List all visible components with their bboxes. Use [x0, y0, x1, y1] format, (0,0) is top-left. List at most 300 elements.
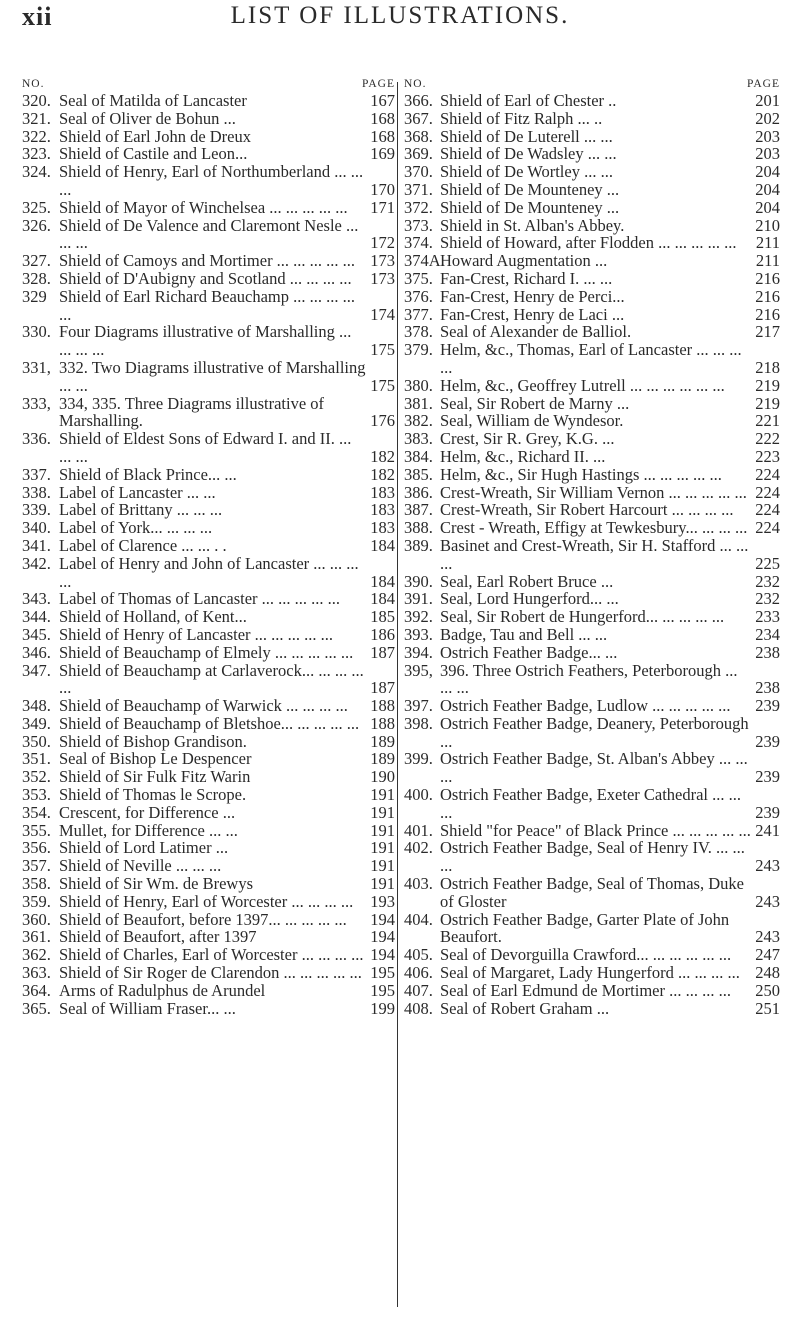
- entry-number: 390.: [404, 571, 433, 591]
- entry-page: 194: [370, 945, 395, 965]
- entry-title: Arms of Radulphus de Arundel: [59, 980, 266, 1000]
- entry-page: 202: [755, 108, 780, 128]
- illustration-entry: [404, 501, 780, 519]
- entry-number: 352.: [22, 767, 51, 787]
- illustration-entry: [22, 252, 395, 270]
- entry-number: 369.: [404, 144, 433, 164]
- illustration-entry: [22, 644, 395, 662]
- illustration-entry: [22, 768, 395, 786]
- entry-page: 232: [755, 589, 780, 609]
- entry-number: 400.: [404, 785, 433, 805]
- entry-title: Shield of Earl John de Dreux: [59, 126, 251, 146]
- entry-title: Seal of Devorguilla Crawford... ... ... ... ... ...: [440, 945, 732, 965]
- column-header-page: PAGE: [362, 78, 395, 90]
- column-header: [404, 76, 780, 92]
- entry-number: 323.: [22, 144, 51, 164]
- entry-page: 248: [755, 963, 780, 983]
- entry-title: Seal, Sir Robert de Marny ...: [440, 393, 630, 413]
- illustration-entry: [404, 92, 780, 110]
- illustration-entry: [22, 697, 395, 715]
- entry-page: 219: [755, 393, 780, 413]
- illustration-entry: [404, 163, 780, 181]
- entry-title: Seal, Lord Hungerford... ...: [440, 589, 619, 609]
- entry-title: Shield of Henry, Earl of Worcester ... ... ... ...: [59, 891, 354, 911]
- column-divider: [397, 82, 398, 1307]
- entry-title: Helm, &c., Thomas, Earl of Lancaster ... ... ... ...: [440, 340, 742, 377]
- entry-number: 378.: [404, 322, 433, 342]
- entry-number: 383.: [404, 429, 433, 449]
- illustration-entry: [22, 359, 395, 395]
- entry-title: Label of Clarence ... ... . .: [59, 535, 227, 555]
- entry-page: 170: [370, 179, 395, 199]
- entry-number: 340.: [22, 518, 51, 538]
- entry-number: 360.: [22, 909, 51, 929]
- entry-page: 224: [755, 482, 780, 502]
- illustration-entry: [22, 288, 395, 324]
- entry-number: 331,: [22, 357, 51, 377]
- illustration-entry: [404, 982, 780, 1000]
- illustration-entry: [22, 430, 395, 466]
- entry-page: 188: [370, 696, 395, 716]
- entry-number: 338.: [22, 482, 51, 502]
- illustration-entry: [404, 341, 780, 377]
- entry-title: Seal of Earl Edmund de Mortimer ... ... ... ...: [440, 980, 731, 1000]
- illustration-entry: [404, 964, 780, 982]
- entry-title: Seal, Earl Robert Bruce ...: [440, 571, 614, 591]
- entry-number: 333,: [22, 393, 51, 413]
- illustration-entry: [22, 804, 395, 822]
- illustration-entry: [22, 395, 395, 431]
- entry-title: Label of Lancaster ... ...: [59, 482, 216, 502]
- illustration-entry: [22, 270, 395, 288]
- entry-number: 324.: [22, 162, 51, 182]
- entry-title: Shield of Sir Fulk Fitz Warin: [59, 767, 251, 787]
- entry-title: Fan-Crest, Henry de Laci ...: [440, 304, 625, 324]
- entry-page: 243: [755, 927, 780, 947]
- entry-page: 173: [370, 251, 395, 271]
- entry-page: 210: [755, 215, 780, 235]
- entry-page: 232: [755, 571, 780, 591]
- illustration-entry: [404, 377, 780, 395]
- entry-page: 191: [370, 785, 395, 805]
- illustration-entry: [22, 590, 395, 608]
- illustration-entry: [22, 163, 395, 199]
- entry-page: 168: [370, 126, 395, 146]
- entry-number: 364.: [22, 980, 51, 1000]
- entry-number: 349.: [22, 713, 51, 733]
- entry-number: 341.: [22, 535, 51, 555]
- column-header-no: NO.: [22, 78, 45, 90]
- entry-number: 377.: [404, 304, 433, 324]
- entry-title: Mullet, for Difference ... ...: [59, 820, 238, 840]
- entry-number: 326.: [22, 215, 51, 235]
- entry-number: 384.: [404, 446, 433, 466]
- entry-title: Seal of Alexander de Balliol.: [440, 322, 632, 342]
- entry-number: 370.: [404, 162, 433, 182]
- entry-page: 239: [755, 731, 780, 751]
- illustration-entry: [22, 110, 395, 128]
- entry-title: Ostrich Feather Badge, Seal of Henry IV. ... ... ...: [440, 838, 745, 876]
- illustration-entry: [404, 839, 780, 875]
- entry-number: 386.: [404, 482, 433, 502]
- entry-title: Shield of Eldest Sons of Edward I. and II. ... ... ...: [59, 429, 352, 466]
- entry-number: 336.: [22, 429, 51, 449]
- entry-page: 190: [370, 767, 395, 787]
- illustration-entry: [22, 555, 395, 591]
- right-column: [404, 76, 780, 1017]
- column-header: [22, 76, 395, 92]
- illustration-entry: [404, 715, 780, 751]
- entry-page: 167: [370, 91, 395, 110]
- entry-page: 193: [370, 891, 395, 911]
- illustration-entry: [22, 501, 395, 519]
- entry-number: 344.: [22, 607, 51, 627]
- entry-number: 325.: [22, 197, 51, 217]
- illustration-entry: [404, 750, 780, 786]
- illustration-entry: [22, 608, 395, 626]
- entry-number: 346.: [22, 642, 51, 662]
- entry-number: 385.: [404, 464, 433, 484]
- illustration-entry: [22, 750, 395, 768]
- illustration-entry: [404, 573, 780, 591]
- entry-page: 191: [370, 856, 395, 876]
- entry-title: Ostrich Feather Badge, Seal of Thomas, Duke of Gloster: [440, 874, 744, 911]
- entry-page: 221: [755, 411, 780, 431]
- entry-page: 211: [755, 251, 780, 271]
- entry-page: 182: [370, 464, 395, 484]
- entry-number: 337.: [22, 464, 51, 484]
- entry-number: 329: [22, 286, 47, 306]
- entry-number: 395,: [404, 660, 433, 680]
- entry-page: 184: [370, 535, 395, 555]
- entry-page: 174: [370, 304, 395, 324]
- entry-page: 233: [755, 607, 780, 627]
- entry-page: 169: [370, 144, 395, 164]
- illustration-entry: [22, 217, 395, 253]
- entry-number: 380.: [404, 375, 433, 395]
- entry-page: 168: [370, 108, 395, 128]
- entry-title: Shield of Beaufort, before 1397... ... ... ... ...: [59, 909, 347, 929]
- illustration-entry: [22, 519, 395, 537]
- entry-number: 408.: [404, 998, 433, 1018]
- illustration-entry: [22, 875, 395, 893]
- entry-page: 216: [755, 286, 780, 306]
- entry-page: 199: [370, 998, 395, 1018]
- entry-title: Ostrich Feather Badge, Deanery, Peterborough ...: [440, 713, 749, 751]
- entry-page: 195: [370, 980, 395, 1000]
- entry-title: Crest-Wreath, Sir Robert Harcourt ... ... ... ...: [440, 500, 734, 520]
- entry-title: Shield of Beauchamp of Warwick ... ... ... ...: [59, 696, 348, 716]
- entry-title: Ostrich Feather Badge... ...: [440, 642, 618, 662]
- entry-page: 184: [370, 571, 395, 591]
- illustration-entry: [404, 448, 780, 466]
- illustration-entry: [22, 786, 395, 804]
- entry-number: 381.: [404, 393, 433, 413]
- entry-page: 191: [370, 874, 395, 894]
- entry-title: Shield of Beauchamp of Bletshoe... ... ... ... ...: [59, 713, 360, 733]
- column-header-no: NO.: [404, 78, 427, 90]
- illustration-entry: [22, 662, 395, 698]
- entry-title: Shield of Howard, after Flodden ... ... ... ... ...: [440, 233, 737, 253]
- illustration-entry: [404, 786, 780, 822]
- illustration-entry: [404, 626, 780, 644]
- illustration-entry: [404, 110, 780, 128]
- entry-number: 351.: [22, 749, 51, 769]
- entry-page: 204: [755, 197, 780, 217]
- illustration-entry: [404, 662, 780, 698]
- entry-title: Shield of Black Prince... ...: [59, 464, 237, 484]
- entry-page: 189: [370, 731, 395, 751]
- illustration-entry: [404, 537, 780, 573]
- entry-number: 382.: [404, 411, 433, 431]
- entry-title: Shield of Castile and Leon...: [59, 144, 248, 164]
- entry-title: Shield of De Valence and Claremont Nesle ... ... ...: [59, 215, 359, 253]
- entry-number: 367.: [404, 108, 433, 128]
- illustration-entry: [22, 484, 395, 502]
- entry-title: Ostrich Feather Badge, Ludlow ... ... ... ... ...: [440, 696, 731, 716]
- entry-page: 224: [755, 500, 780, 520]
- entry-title: Shield of Camoys and Mortimer ... ... ... ... ...: [59, 251, 356, 271]
- illustration-entry: [22, 893, 395, 911]
- entry-number: 339.: [22, 500, 51, 520]
- entry-number: 371.: [404, 179, 433, 199]
- entry-title: 332. Two Diagrams illustrative of Marshalling ... ...: [59, 357, 366, 395]
- entry-number: 363.: [22, 963, 51, 983]
- entry-title: Seal of Bishop Le Despencer: [59, 749, 252, 769]
- entry-title: Shield of Charles, Earl of Worcester ... ... ... ...: [59, 945, 364, 965]
- entry-title: Shield of Henry of Lancaster ... ... ... ... ...: [59, 624, 334, 644]
- illustration-entry: [404, 199, 780, 217]
- illustration-entry: [22, 537, 395, 555]
- entry-title: Seal, William de Wyndesor.: [440, 411, 624, 431]
- illustration-entry: [22, 466, 395, 484]
- entry-number: 330.: [22, 322, 51, 342]
- entry-number: 366.: [404, 91, 433, 110]
- entry-title: Shield of Mayor of Winchelsea ... ... ... ... ...: [59, 197, 348, 217]
- entry-number: 401.: [404, 820, 433, 840]
- entry-page: 241: [755, 820, 780, 840]
- entry-number: 345.: [22, 624, 51, 644]
- entry-title: Shield of Thomas le Scrope.: [59, 785, 247, 805]
- entry-title: Label of Thomas of Lancaster ... ... ... ... ...: [59, 589, 341, 609]
- illustration-entry: [404, 697, 780, 715]
- entry-page: 243: [755, 856, 780, 876]
- illustration-entry: [404, 217, 780, 235]
- entry-title: Crest-Wreath, Sir William Vernon ... ... ... ... ...: [440, 482, 747, 502]
- entry-number: 354.: [22, 802, 51, 822]
- entry-number: 321.: [22, 108, 51, 128]
- illustration-entry: [22, 928, 395, 946]
- entry-title: Shield of Beaufort, after 1397: [59, 927, 257, 947]
- entry-number: 342.: [22, 553, 51, 573]
- entry-page: 189: [370, 749, 395, 769]
- illustration-entry: [404, 306, 780, 324]
- entry-number: 405.: [404, 945, 433, 965]
- entry-page: 186: [370, 624, 395, 644]
- entry-number: 372.: [404, 197, 433, 217]
- entry-title: Helm, &c., Geoffrey Lutrell ... ... ... ... ... ...: [440, 375, 725, 395]
- illustration-entry: [22, 733, 395, 751]
- illustration-entry: [404, 911, 780, 947]
- entry-title: Shield of Bishop Grandison.: [59, 731, 247, 751]
- illustration-entry: [404, 946, 780, 964]
- entry-page: 171: [370, 197, 395, 217]
- entry-title: Shield of Earl Richard Beauchamp ... ... ... ... ...: [59, 286, 356, 324]
- entry-number: 350.: [22, 731, 51, 751]
- entry-page: 218: [755, 357, 780, 377]
- entry-number: 361.: [22, 927, 51, 947]
- entry-title: 334, 335. Three Diagrams illustrative of Marshalling.: [59, 393, 325, 431]
- entry-number: 407.: [404, 980, 433, 1000]
- entry-number: 353.: [22, 785, 51, 805]
- entry-title: Shield of Sir Wm. de Brewys: [59, 874, 254, 894]
- entry-title: Shield of Henry, Earl of Northumberland ... ... ...: [59, 162, 364, 199]
- entry-page: 194: [370, 927, 395, 947]
- illustration-entry: [404, 145, 780, 163]
- entry-page: 201: [755, 91, 780, 110]
- running-title: LIST OF ILLUSTRATIONS.: [230, 2, 570, 29]
- entry-number: 327.: [22, 251, 51, 271]
- entry-page: 182: [370, 446, 395, 466]
- illustration-entry: [404, 270, 780, 288]
- entry-title: Ostrich Feather Badge, Exeter Cathedral ... ... ...: [440, 785, 742, 822]
- illustration-entry: [22, 982, 395, 1000]
- entry-title: Crest - Wreath, Effigy at Tewkesbury... ... ... ...: [440, 518, 748, 538]
- entry-number: 394.: [404, 642, 433, 662]
- entry-page: 203: [755, 144, 780, 164]
- entry-number: 393.: [404, 624, 433, 644]
- entry-page: 234: [755, 624, 780, 644]
- entry-number: 365.: [22, 998, 51, 1018]
- entry-title: Seal of William Fraser... ...: [59, 998, 236, 1018]
- entry-page: 224: [755, 464, 780, 484]
- entry-page: 194: [370, 909, 395, 929]
- column-header-page: PAGE: [747, 78, 780, 90]
- entry-title: Shield of Sir Roger de Clarendon ... ... ... ... ...: [59, 963, 362, 983]
- entry-title: Basinet and Crest-Wreath, Sir H. Stafford ... ... ...: [440, 535, 749, 573]
- entry-title: Seal of Margaret, Lady Hungerford ... ... ... ...: [440, 963, 740, 983]
- entry-number: 398.: [404, 713, 433, 733]
- entry-number: 368.: [404, 126, 433, 146]
- entry-page: 183: [370, 518, 395, 538]
- entry-page: 195: [370, 963, 395, 983]
- entry-title: 396. Three Ostrich Feathers, Peterborough ... ... ...: [440, 660, 738, 698]
- entry-title: Shield of De Wortley ... ...: [440, 162, 613, 182]
- entry-number: 355.: [22, 820, 51, 840]
- entry-page: 191: [370, 820, 395, 840]
- entry-number: 404.: [404, 909, 433, 929]
- entry-title: Four Diagrams illustrative of Marshalling ... ... ... ...: [59, 322, 352, 360]
- entry-number: 343.: [22, 589, 51, 609]
- entry-title: Crest, Sir R. Grey, K.G. ...: [440, 429, 615, 449]
- entry-title: Ostrich Feather Badge, St. Alban's Abbey ... ... ...: [440, 749, 748, 787]
- entry-title: Seal, Sir Robert de Hungerford... ... ... ... ...: [440, 607, 725, 627]
- entry-number: 387.: [404, 500, 433, 520]
- entry-page: 224: [755, 518, 780, 538]
- entry-number: 347.: [22, 660, 51, 680]
- entry-number: 320.: [22, 91, 51, 110]
- entry-number: 374A.: [404, 251, 445, 271]
- entry-page: 238: [755, 642, 780, 662]
- illustration-entry: [404, 608, 780, 626]
- entry-page: 185: [370, 607, 395, 627]
- entry-title: Shield of De Luterell ... ...: [440, 126, 613, 146]
- illustration-entry: [22, 199, 395, 217]
- illustration-entry: [404, 466, 780, 484]
- entry-number: 373.: [404, 215, 433, 235]
- entry-page: 191: [370, 838, 395, 858]
- illustration-entry: [404, 181, 780, 199]
- entry-page: 250: [755, 980, 780, 1000]
- entry-title: Shield of Holland, of Kent...: [59, 607, 247, 627]
- entry-page: 238: [755, 678, 780, 698]
- entry-number: 392.: [404, 607, 433, 627]
- entry-number: 403.: [404, 874, 433, 894]
- illustration-entry: [22, 715, 395, 733]
- entry-title: Shield in St. Alban's Abbey.: [440, 215, 625, 235]
- entry-page: 204: [755, 179, 780, 199]
- illustration-entry: [404, 484, 780, 502]
- entry-number: 362.: [22, 945, 51, 965]
- entry-page: 239: [755, 802, 780, 822]
- entry-title: Badge, Tau and Bell ... ...: [440, 624, 608, 644]
- entry-title: Shield of Lord Latimer ...: [59, 838, 229, 858]
- entry-title: Helm, &c., Richard II. ...: [440, 446, 606, 466]
- entry-page: 187: [370, 678, 395, 698]
- entry-title: Howard Augmentation ...: [440, 251, 608, 271]
- illustration-entry: [22, 964, 395, 982]
- illustration-entry: [22, 1000, 395, 1018]
- entry-title: Seal of Oliver de Bohun ...: [59, 108, 236, 128]
- illustration-entry: [404, 395, 780, 413]
- illustration-entry: [22, 822, 395, 840]
- illustration-entry: [404, 234, 780, 252]
- entry-title: Shield of Beauchamp of Elmely ... ... ... ... ...: [59, 642, 354, 662]
- illustration-entry: [404, 430, 780, 448]
- entry-title: Shield of De Mounteney ...: [440, 179, 620, 199]
- illustration-entry: [22, 839, 395, 857]
- illustration-entry: [404, 822, 780, 840]
- entry-page: 251: [755, 998, 780, 1018]
- entry-number: 328.: [22, 268, 51, 288]
- illustration-entry: [404, 128, 780, 146]
- entry-page: 243: [755, 891, 780, 911]
- illustration-entry: [404, 519, 780, 537]
- entry-number: 406.: [404, 963, 433, 983]
- entry-page: 239: [755, 696, 780, 716]
- entry-number: 388.: [404, 518, 433, 538]
- illustration-entry: [22, 323, 395, 359]
- entry-number: 391.: [404, 589, 433, 609]
- entry-title: Shield of De Mounteney ...: [440, 197, 620, 217]
- entry-title: Fan-Crest, Richard I. ... ...: [440, 268, 613, 288]
- entry-page: 217: [755, 322, 780, 342]
- illustration-entry: [404, 1000, 780, 1018]
- entry-page: 225: [755, 553, 780, 573]
- entry-page: 204: [755, 162, 780, 182]
- entry-page: 176: [370, 411, 395, 431]
- page-folio: xii: [22, 2, 53, 31]
- entry-page: 188: [370, 713, 395, 733]
- entry-page: 216: [755, 304, 780, 324]
- entry-number: 399.: [404, 749, 433, 769]
- entry-title: Crescent, for Difference ...: [59, 802, 236, 822]
- illustration-entry: [404, 644, 780, 662]
- entry-title: Helm, &c., Sir Hugh Hastings ... ... ... ... ...: [440, 464, 722, 484]
- entry-page: 222: [755, 429, 780, 449]
- entry-page: 219: [755, 375, 780, 395]
- entry-page: 187: [370, 642, 395, 662]
